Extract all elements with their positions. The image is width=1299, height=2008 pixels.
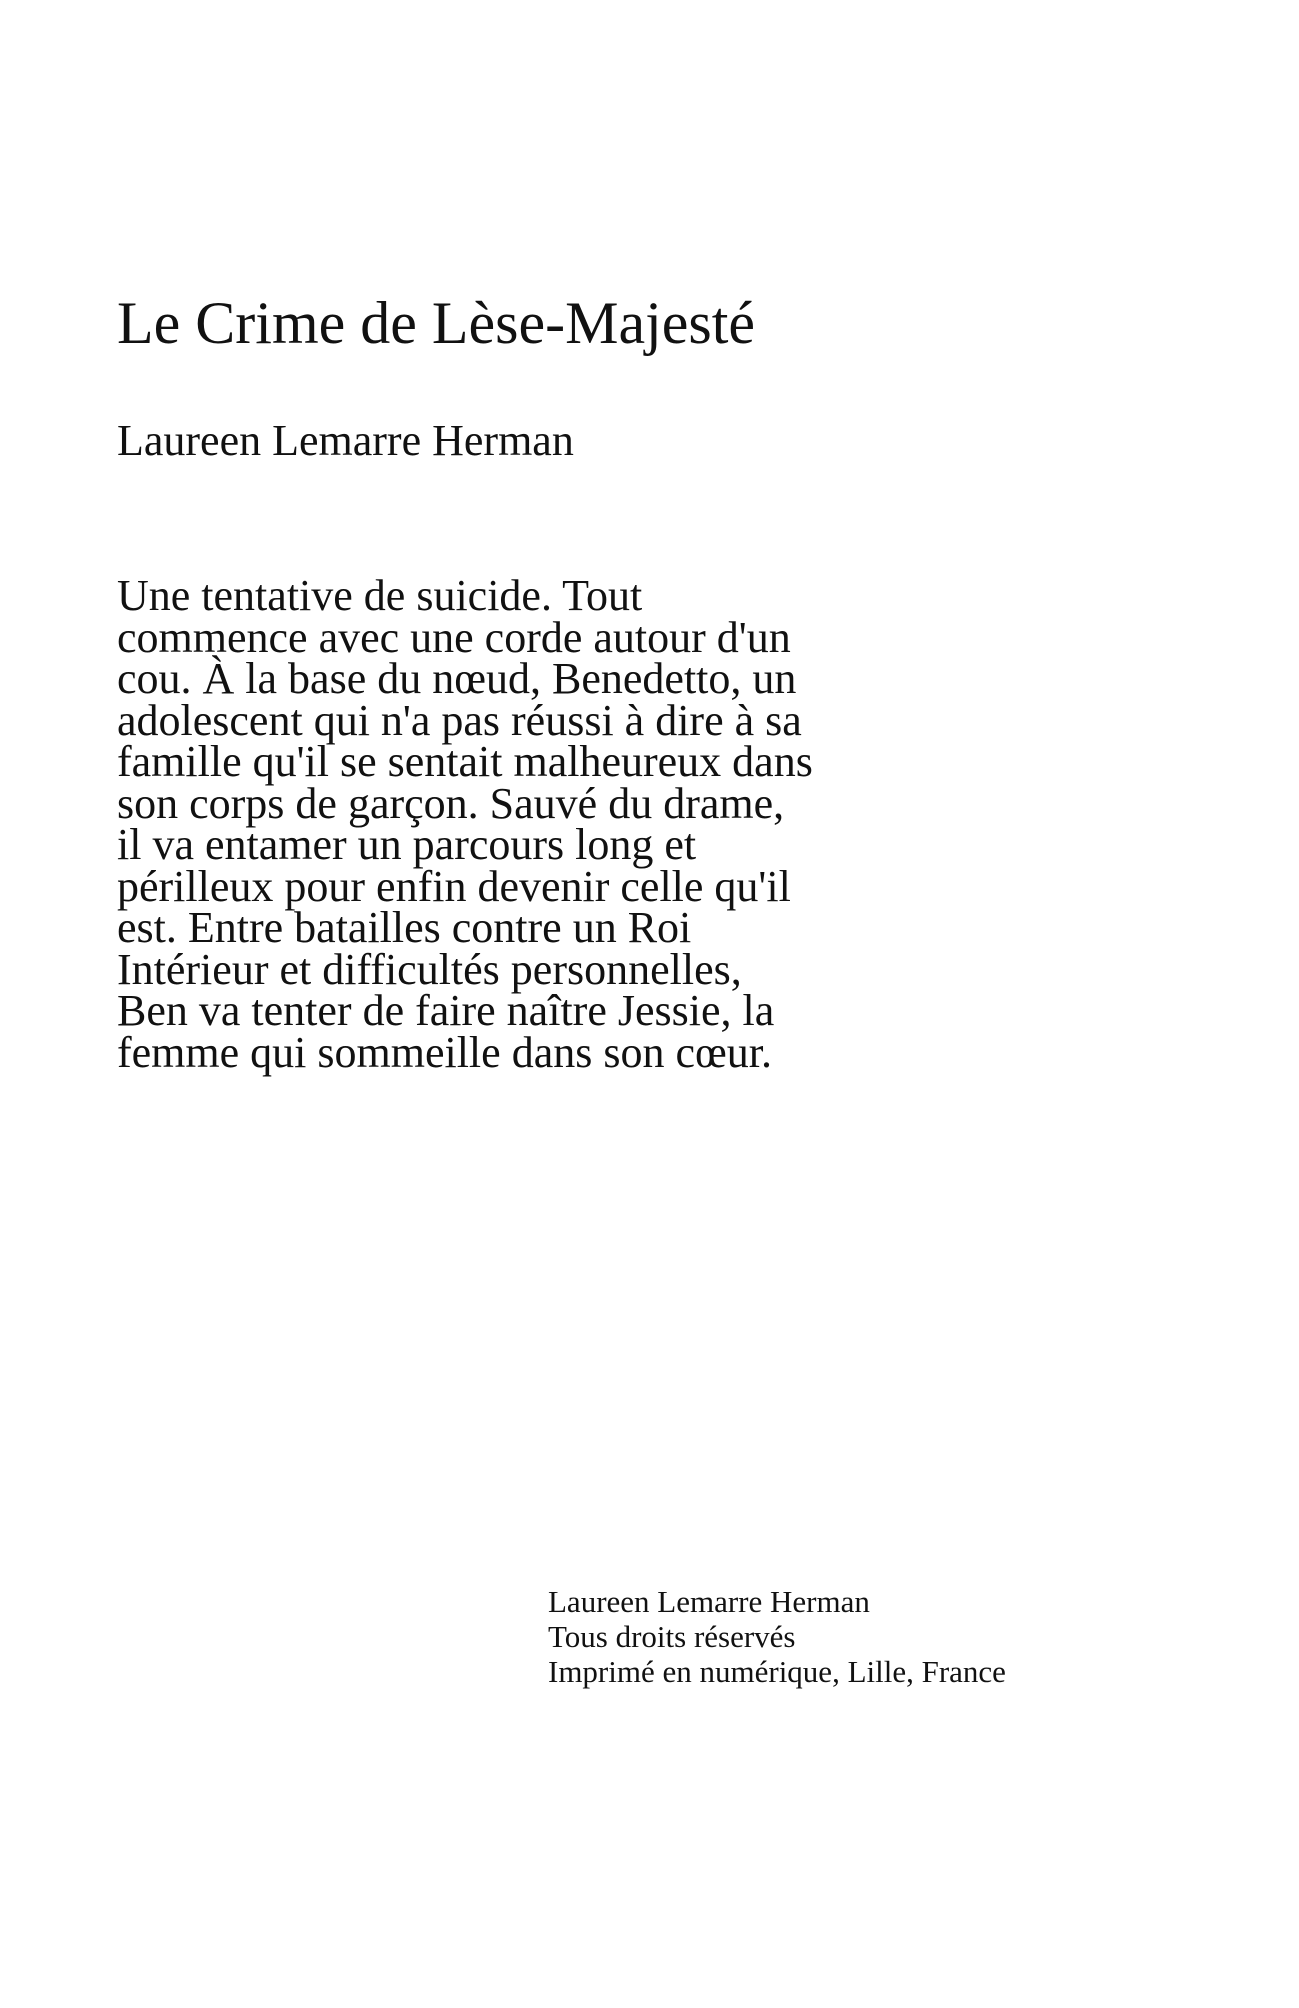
summary-line: Ben va tenter de faire naître Jessie, la [117,986,775,1035]
colophon-author: Laureen Lemarre Herman [548,1584,870,1619]
summary-line: famille qu'il se sentait malheureux dans [117,737,813,786]
summary-line: il va entamer un parcours long et [117,820,697,869]
summary-line: son corps de garçon. Sauvé du drame, [117,778,785,828]
colophon [548,1584,1006,1689]
colophon-printing: Imprimé en numérique, Lille, France [548,1654,1006,1689]
summary-line: cou. À la base du nœud, Benedetto, un [117,654,797,703]
book-author: Laureen Lemarre Herman [117,416,574,465]
summary-line: femme qui sommeille dans son cœur. [117,1027,772,1077]
colophon-rights: Tous droits réservés [548,1619,796,1654]
summary-line: commence avec une corde autour d'un [117,612,791,662]
summary-line: périlleux pour enfin devenir celle qu'il [117,861,791,911]
book-summary [117,571,977,1077]
summary-line: Intérieur et difficultés personnelles, [117,944,742,994]
book-title: Le Crime de Lèse-Majesté [117,290,756,356]
summary-line: Une tentative de suicide. Tout [117,571,643,620]
summary-line: est. Entre batailles contre un Roi [117,903,692,952]
summary-line: adolescent qui n'a pas réussi à dire à sa [117,695,802,745]
